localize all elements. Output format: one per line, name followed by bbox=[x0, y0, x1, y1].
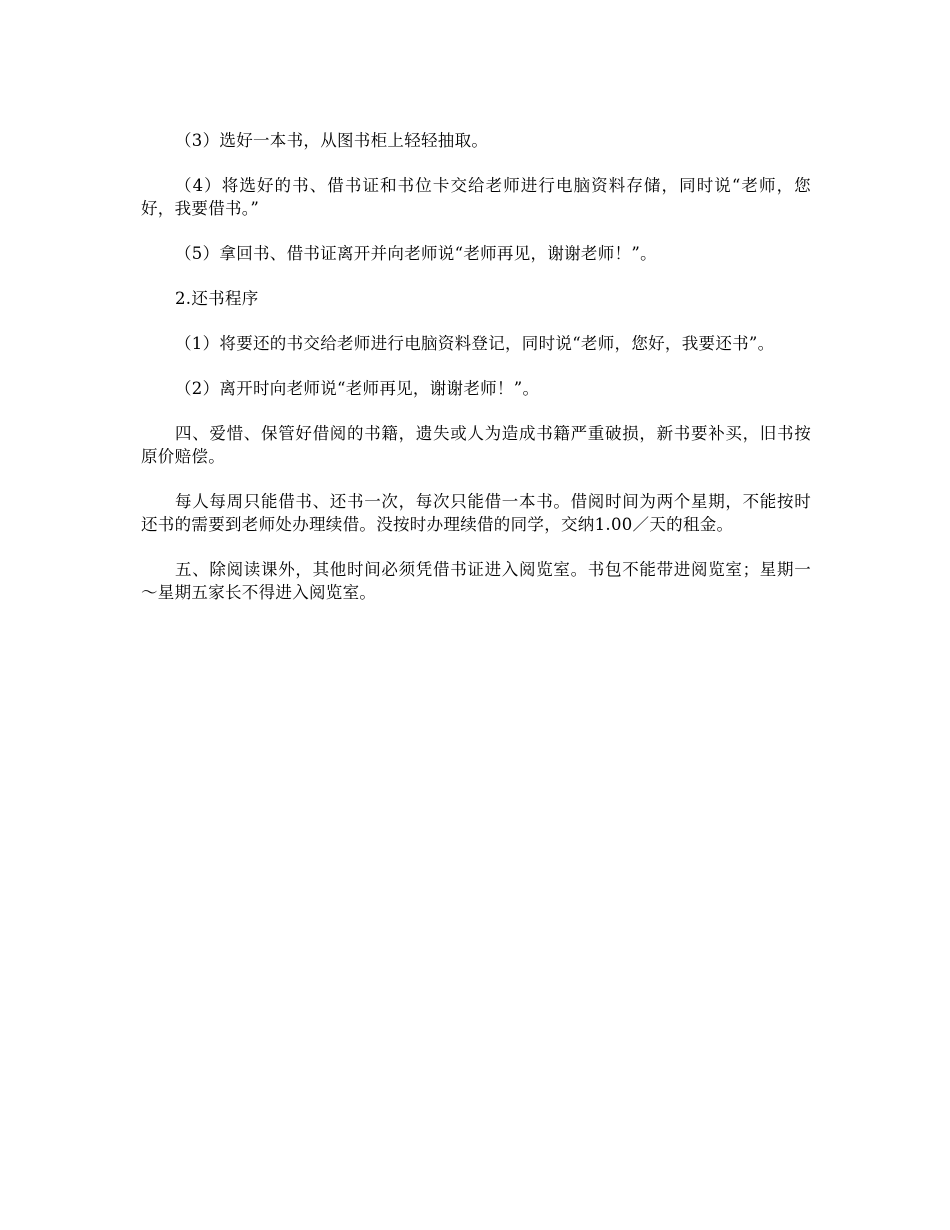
paragraph-step-3: （3）选好一本书，从图书柜上轻轻抽取。 bbox=[175, 131, 489, 150]
document-body bbox=[141, 129, 811, 626]
section-heading-return-procedure: 2.还书程序 bbox=[175, 289, 259, 308]
paragraph-return-step-2: （2）离开时向老师说“老师再见，谢谢老师！”。 bbox=[175, 379, 540, 398]
paragraph-return-step-1: （1）将要还的书交给老师进行电脑资料登记，同时说“老师，您好，我要还书”。 bbox=[175, 334, 775, 353]
paragraph-rule-4: 四、爱惜、保管好借阅的书籍，遗失或人为造成书籍严重破损，新书要补买，旧书按原价赔偿。 bbox=[141, 424, 811, 466]
paragraph-step-4: （4）将选好的书、借书证和书位卡交给老师进行电脑资料存储，同时说“老师，您好，我要借书。” bbox=[141, 176, 811, 218]
paragraph-rule-5: 五、除阅读课外，其他时间必须凭借书证进入阅览室。书包不能带进阅览室；星期一～星期五家长不得进入阅览室。 bbox=[141, 560, 811, 602]
paragraph-step-5: （5）拿回书、借书证离开并向老师说“老师再见，谢谢老师！”。 bbox=[175, 244, 657, 263]
paragraph-borrow-limits: 每人每周只能借书、还书一次，每次只能借一本书。借阅时间为两个星期，不能按时还书的需要到老师处办理续借。没按时办理续借的同学，交纳1.00／天的租金。 bbox=[141, 492, 811, 534]
